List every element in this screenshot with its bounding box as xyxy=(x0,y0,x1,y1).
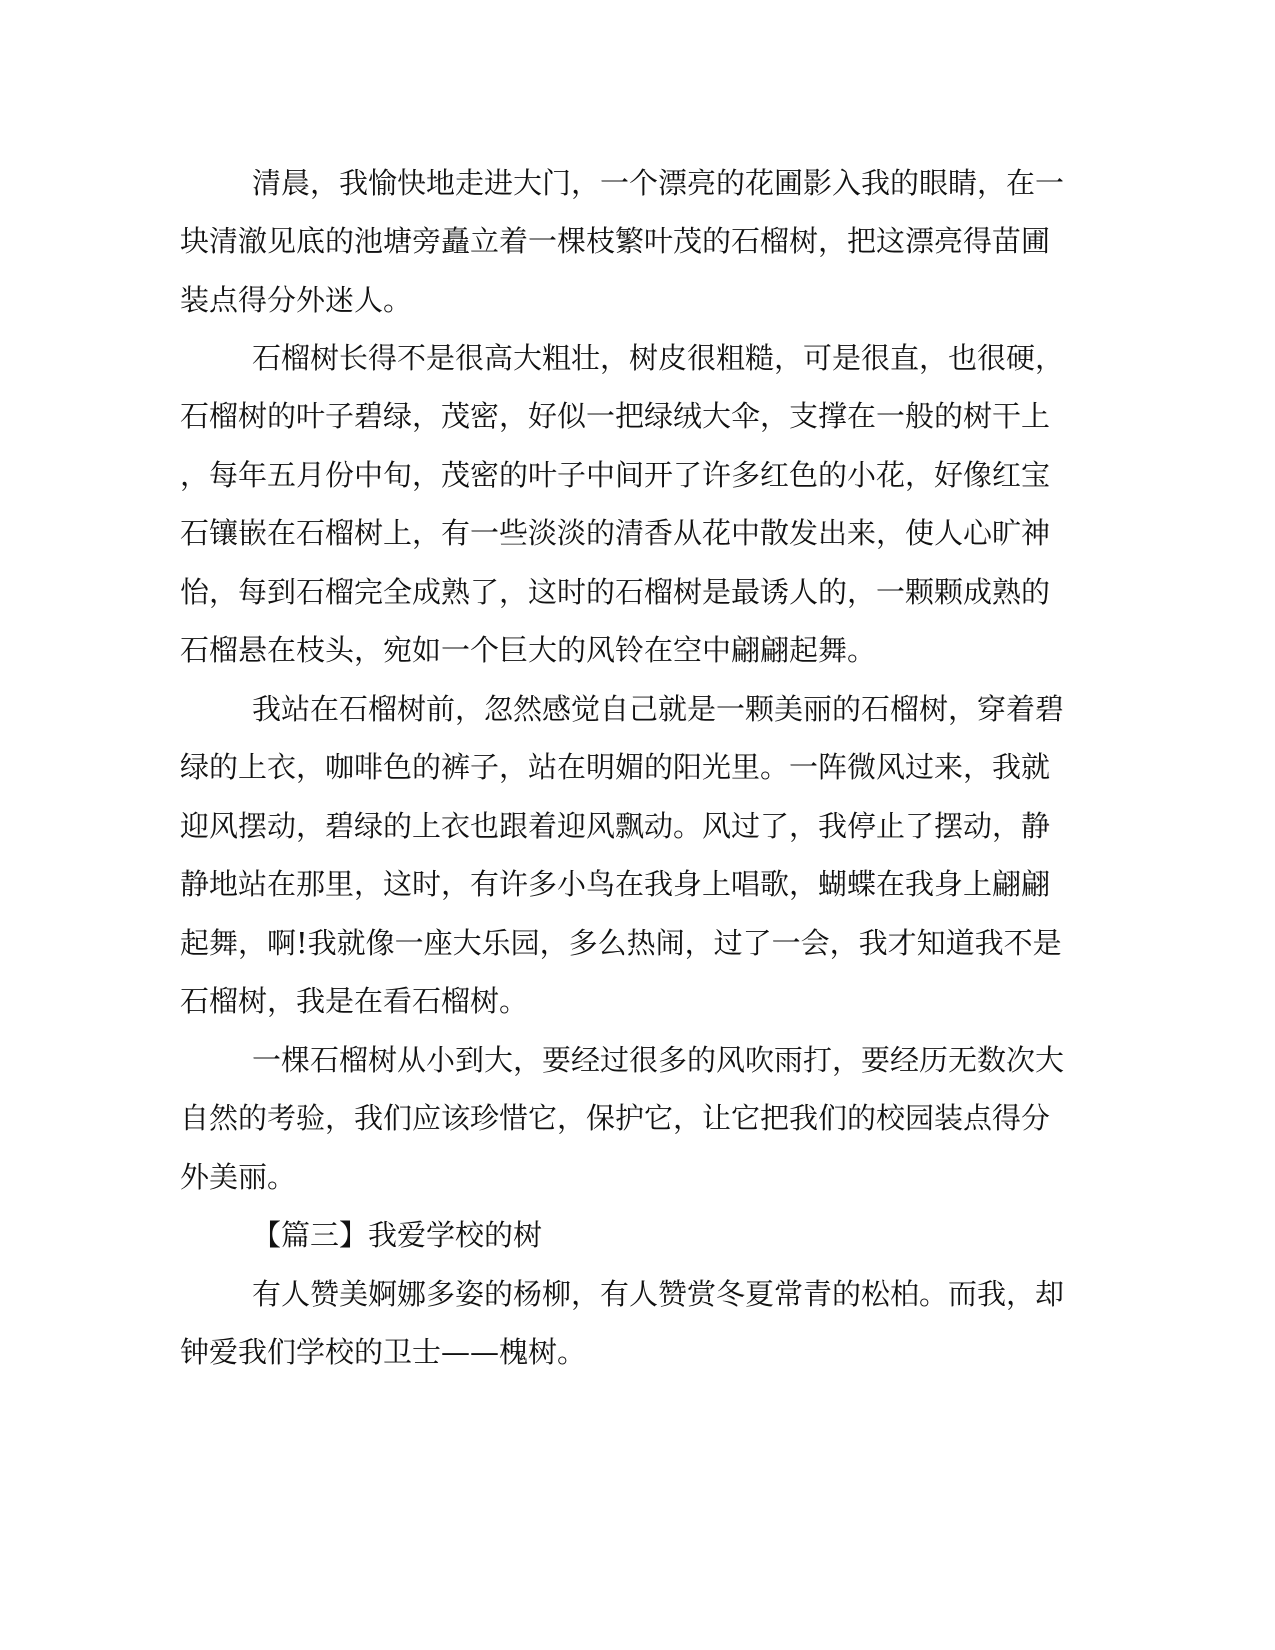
text-line: 装点得分外迷人。 xyxy=(180,283,413,317)
text-line: 起舞，啊!我就像一座大乐园，多么热闹，过了一会，我才知道我不是 xyxy=(180,926,1062,960)
text-line: 有人赞美婀娜多姿的杨柳，有人赞赏冬夏常青的松柏。而我，却 xyxy=(252,1277,1065,1311)
text-line: ，每年五月份中旬，茂密的叶子中间开了许多红色的小花，好像红宝 xyxy=(180,458,1051,492)
text-line: 静地站在那里，这时，有许多小鸟在我身上唱歌，蝴蝶在我身上翩翩 xyxy=(180,867,1051,901)
text-line: 我站在石榴树前，忽然感觉自己就是一颗美丽的石榴树，穿着碧 xyxy=(252,692,1065,726)
text-line: 怡，每到石榴完全成熟了，这时的石榴树是最诱人的，一颗颗成熟的 xyxy=(180,575,1051,609)
text-line: 清晨，我愉快地走进大门，一个漂亮的花圃影入我的眼睛，在一 xyxy=(252,166,1065,200)
text-line: 一棵石榴树从小到大，要经过很多的风吹雨打，要经历无数次大 xyxy=(252,1043,1065,1077)
text-line: 绿的上衣，咖啡色的裤子，站在明媚的阳光里。一阵微风过来，我就 xyxy=(180,750,1051,784)
text-line: 石榴树的叶子碧绿，茂密，好似一把绿绒大伞，支撑在一般的树干上 xyxy=(180,399,1051,433)
text-line: 石榴树，我是在看石榴树。 xyxy=(180,984,529,1018)
text-line: 石榴悬在枝头，宛如一个巨大的风铃在空中翩翩起舞。 xyxy=(180,633,877,667)
text-line: 石榴树长得不是很高大粗壮，树皮很粗糙，可是很直，也很硬， xyxy=(252,341,1065,375)
text-line: 自然的考验，我们应该珍惜它，保护它，让它把我们的校园装点得分 xyxy=(180,1101,1051,1135)
text-line: 外美丽。 xyxy=(180,1160,297,1194)
text-line: 石镶嵌在石榴树上，有一些淡淡的清香从花中散发出来，使人心旷神 xyxy=(180,516,1051,550)
text-line: 块清澈见底的池塘旁矗立着一棵枝繁叶茂的石榴树，把这漂亮得苗圃 xyxy=(180,224,1051,258)
text-line: 迎风摆动，碧绿的上衣也跟着迎风飘动。风过了，我停止了摆动，静 xyxy=(180,809,1051,843)
text-line: 钟爱我们学校的卫士——槐树。 xyxy=(180,1335,587,1369)
section-heading: 【篇三】我爱学校的树 xyxy=(252,1218,543,1252)
